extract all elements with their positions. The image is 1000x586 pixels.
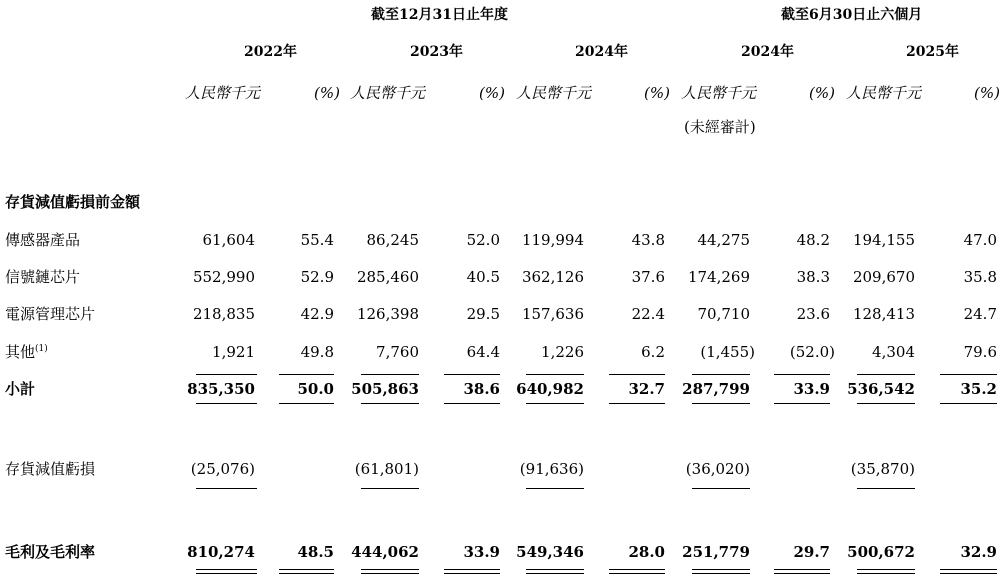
cell: (36,020) — [685, 460, 750, 478]
cell: (25,076) — [190, 460, 255, 478]
rule — [279, 403, 334, 404]
rule — [940, 573, 997, 574]
unit-pct-3: (%) — [644, 84, 670, 102]
cell: 536,542 — [847, 380, 915, 398]
rule — [279, 374, 334, 375]
unit-pct-1: (%) — [314, 84, 340, 102]
cell: (91,636) — [519, 460, 584, 478]
cell: 50.0 — [297, 380, 334, 398]
cell: 157,636 — [521, 305, 584, 323]
rule — [692, 374, 750, 375]
rule — [857, 374, 915, 375]
unit-pct-4: (%) — [809, 84, 835, 102]
cell: 505,863 — [351, 380, 419, 398]
cell: 33.9 — [463, 543, 500, 561]
cell: 70,710 — [697, 305, 750, 323]
row-label-other — [5, 345, 48, 360]
cell: 64.4 — [466, 343, 500, 361]
fiscal-year-group-header: 截至12月31日止年度 — [371, 7, 508, 23]
rule — [361, 569, 419, 570]
cell: 552,990 — [192, 268, 255, 286]
unit-pct-2: (%) — [479, 84, 505, 102]
cell: 126,398 — [356, 305, 419, 323]
rule — [196, 488, 257, 489]
rule — [609, 403, 665, 404]
row-label-signal-chain: 信號鏈芯片 — [5, 268, 81, 286]
rule — [609, 569, 665, 570]
cell: 52.9 — [300, 268, 334, 286]
rule — [526, 569, 584, 570]
rule — [774, 573, 830, 574]
row-label-impairment: 存貨減值虧損 — [5, 460, 96, 478]
cell: 285,460 — [356, 268, 419, 286]
rule — [444, 569, 500, 570]
cell: 549,346 — [516, 543, 584, 561]
cell: 55.4 — [300, 231, 334, 249]
rule — [609, 374, 665, 375]
cell: 251,779 — [682, 543, 750, 561]
cell: 43.8 — [631, 231, 665, 249]
cell: 44,275 — [697, 231, 750, 249]
cell: 29.7 — [793, 543, 830, 561]
year-header-2024-h1: 2024年 — [741, 44, 794, 60]
year-header-2025-h1: 2025年 — [906, 44, 959, 60]
cell: 48.5 — [297, 543, 334, 561]
cell: 23.6 — [796, 305, 830, 323]
rule — [444, 374, 500, 375]
year-header-2024: 2024年 — [575, 44, 628, 60]
cell: 40.5 — [466, 268, 500, 286]
rule — [857, 488, 915, 489]
rule — [196, 569, 257, 570]
rule — [692, 488, 750, 489]
cell: 32.9 — [960, 543, 997, 561]
rule — [609, 573, 665, 574]
row-label-power-mgmt: 電源管理芯片 — [5, 305, 96, 323]
rule — [361, 573, 419, 574]
row-label-subtotal: 小計 — [5, 380, 36, 398]
cell: 48.2 — [796, 231, 830, 249]
rule — [279, 569, 334, 570]
rule — [526, 573, 584, 574]
rule — [444, 573, 500, 574]
cell: 1,921 — [212, 343, 255, 361]
cell: 119,994 — [521, 231, 584, 249]
year-header-2023: 2023年 — [410, 44, 463, 60]
rule — [361, 403, 419, 404]
rule — [857, 569, 915, 570]
row-label-sensor: 傳感器產品 — [5, 231, 81, 249]
footnote-marker: (1) — [35, 344, 48, 354]
cell: 209,670 — [852, 268, 915, 286]
unit-currency-5: 人民幣千元 — [846, 84, 922, 102]
cell: 86,245 — [366, 231, 419, 249]
cell: 128,413 — [852, 305, 915, 323]
cell: 810,274 — [187, 543, 255, 561]
rule — [940, 403, 997, 404]
unit-currency-2: 人民幣千元 — [350, 84, 426, 102]
cell: 640,982 — [516, 380, 584, 398]
rule — [857, 573, 915, 574]
unaudited-note: (未經審計) — [684, 118, 756, 136]
cell: 35.8 — [963, 268, 997, 286]
cell: 38.3 — [796, 268, 830, 286]
cell: 79.6 — [963, 343, 997, 361]
rule — [526, 403, 584, 404]
section-title: 存貨減值虧損前金額 — [5, 193, 141, 211]
unit-currency-4: 人民幣千元 — [681, 84, 757, 102]
cell: 1,226 — [541, 343, 584, 361]
cell: 37.6 — [631, 268, 665, 286]
cell: 61,604 — [202, 231, 255, 249]
cell: 362,126 — [521, 268, 584, 286]
rule — [940, 569, 997, 570]
cell: 29.5 — [466, 305, 500, 323]
rule — [361, 488, 419, 489]
cell: 7,760 — [376, 343, 419, 361]
year-header-2022: 2022年 — [244, 44, 297, 60]
rule — [361, 374, 419, 375]
cell: 6.2 — [641, 343, 665, 361]
cell: 38.6 — [463, 380, 500, 398]
rule — [444, 403, 500, 404]
cell: 32.7 — [628, 380, 665, 398]
rule — [774, 569, 830, 570]
cell: (52.0) — [789, 343, 835, 361]
rule — [196, 573, 257, 574]
rule — [940, 374, 997, 375]
cell: 28.0 — [628, 543, 665, 561]
unit-currency-3: 人民幣千元 — [516, 84, 592, 102]
cell: 42.9 — [300, 305, 334, 323]
six-month-group-header: 截至6月30日止六個月 — [781, 7, 923, 23]
cell: 444,062 — [351, 543, 419, 561]
rule — [857, 403, 915, 404]
cell: 174,269 — [687, 268, 750, 286]
rule — [196, 374, 257, 375]
cell: 35.2 — [960, 380, 997, 398]
rule — [196, 403, 257, 404]
cell: 4,304 — [872, 343, 915, 361]
cell: 500,672 — [847, 543, 915, 561]
rule — [279, 573, 334, 574]
cell: (61,801) — [354, 460, 419, 478]
cell: 287,799 — [682, 380, 750, 398]
cell: (35,870) — [850, 460, 915, 478]
cell: 22.4 — [631, 305, 665, 323]
cell: 835,350 — [187, 380, 255, 398]
cell: 218,835 — [192, 305, 255, 323]
cell: 33.9 — [793, 380, 830, 398]
rule — [774, 403, 830, 404]
cell: 47.0 — [963, 231, 997, 249]
cell: (1,455) — [700, 343, 755, 361]
cell: 49.8 — [300, 343, 334, 361]
cell: 24.7 — [963, 305, 997, 323]
rule — [774, 374, 830, 375]
unit-currency-1: 人民幣千元 — [185, 84, 261, 102]
rule — [692, 403, 750, 404]
unit-pct-5: (%) — [974, 84, 1000, 102]
rule — [692, 569, 750, 570]
rule — [526, 374, 584, 375]
rule — [526, 488, 584, 489]
rule — [692, 573, 750, 574]
cell: 194,155 — [852, 231, 915, 249]
row-label-gross-profit: 毛利及毛利率 — [5, 543, 96, 561]
cell: 52.0 — [466, 231, 500, 249]
row-label-other-text: 其他 — [5, 343, 36, 361]
